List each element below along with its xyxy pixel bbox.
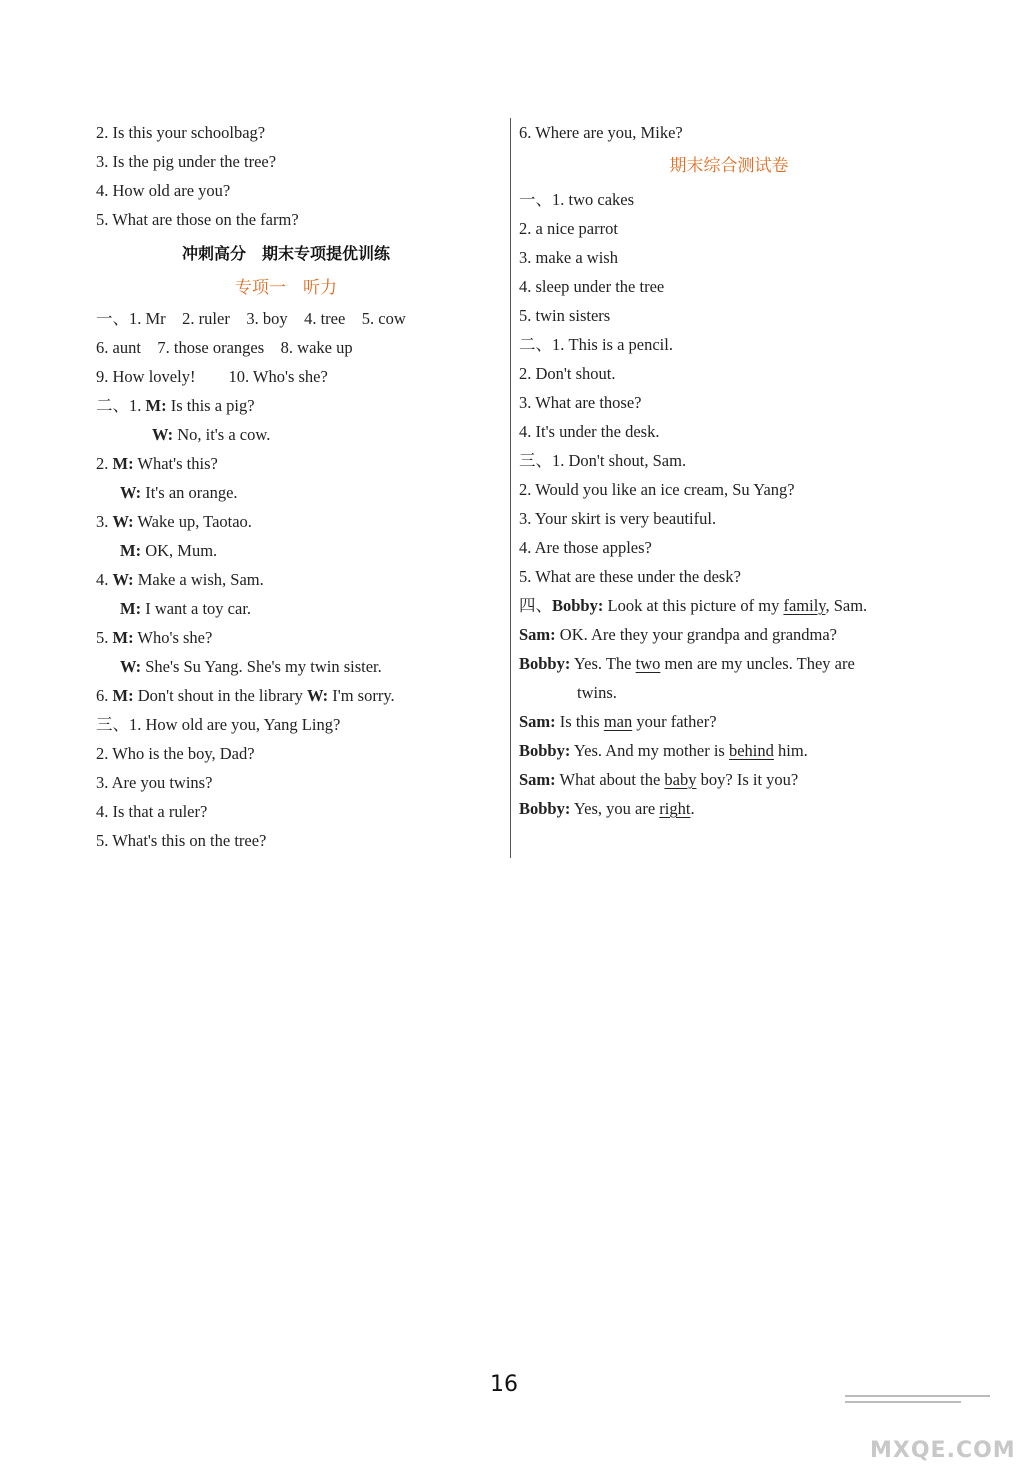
exam-heading: 期末综合测试卷 — [669, 156, 789, 176]
answer-line: 3. Your skirt is very beautiful. — [519, 509, 717, 528]
dialogue-line: 四、Bobby: Look at this picture of my family, Sam. — [519, 596, 868, 615]
dialogue-line: W: No, it's a cow. — [152, 425, 271, 444]
left-column — [96, 118, 476, 855]
right-column — [519, 118, 939, 823]
section-heading: 冲刺高分 期末专项提优训练 — [181, 244, 390, 263]
dialogue-line: 5. M: Who's she? — [96, 628, 213, 647]
dialogue-line: M: OK, Mum. — [120, 541, 218, 560]
dialogue-line: 3. W: Wake up, Taotao. — [96, 512, 252, 531]
dialogue-line: Bobby: Yes. And my mother is behind him. — [519, 741, 808, 760]
answer-line: 3. What are those? — [519, 393, 642, 412]
answer-blank: two — [635, 654, 661, 673]
answer-blank: man — [603, 712, 633, 731]
answer-line: 3. Are you twins? — [96, 773, 213, 792]
dialogue-line: 2. M: What's this? — [96, 454, 218, 473]
answer-blank: behind — [728, 741, 774, 760]
dialogue-line: Bobby: Yes, you are right. — [519, 799, 695, 818]
watermark-site: MXQE.COM — [870, 1438, 1016, 1463]
answer-line: 4. How old are you? — [96, 181, 231, 200]
answer-line: 5. twin sisters — [519, 306, 611, 325]
answer-line: 三、1. How old are you, Yang Ling? — [96, 715, 341, 734]
dialogue-line: Bobby: Yes. The two men are my uncles. They are — [519, 654, 855, 673]
answer-line: 4. sleep under the tree — [519, 277, 665, 296]
answer-blank: right — [659, 799, 691, 818]
dialogue-line: 4. W: Make a wish, Sam. — [96, 570, 264, 589]
dialogue-line: Sam: OK. Are they your grandpa and grandma? — [519, 625, 837, 644]
page-number: 16 — [490, 1372, 518, 1397]
dialogue-line: twins. — [577, 683, 617, 702]
answer-line: 2. Would you like an ice cream, Su Yang? — [519, 480, 795, 499]
dialogue-line: 6. M: Don't shout in the library W: I'm sorry. — [96, 686, 395, 705]
answer-line: 9. How lovely! 10. Who's she? — [96, 367, 328, 386]
subsection-heading: 专项一 听力 — [235, 278, 337, 298]
dialogue-line: M: I want a toy car. — [120, 599, 252, 618]
answer-line: 6. aunt 7. those oranges 8. wake up — [96, 338, 353, 357]
answer-line: 5. What are those on the farm? — [96, 210, 299, 229]
answer-line: 一、1. Mr 2. ruler 3. boy 4. tree 5. cow — [96, 309, 406, 328]
dialogue-line: Sam: What about the baby boy? Is it you? — [519, 770, 799, 789]
answer-line: 4. Are those apples? — [519, 538, 652, 557]
answer-line: 3. Is the pig under the tree? — [96, 152, 277, 171]
answer-line: 4. Is that a ruler? — [96, 802, 208, 821]
answer-line: 二、1. This is a pencil. — [519, 335, 673, 354]
answer-blank: family — [783, 596, 826, 615]
answer-line: 一、1. two cakes — [519, 190, 635, 209]
dialogue-line: W: It's an orange. — [120, 483, 238, 502]
column-divider — [510, 118, 511, 858]
answer-line: 2. Who is the boy, Dad? — [96, 744, 255, 763]
answer-line: 2. Is this your schoolbag? — [96, 123, 266, 142]
answer-line: 6. Where are you, Mike? — [519, 123, 683, 142]
answer-line: 5. What's this on the tree? — [96, 831, 267, 850]
answer-line: 2. Don't shout. — [519, 364, 616, 383]
answer-line: 4. It's under the desk. — [519, 422, 660, 441]
answer-blank: baby — [664, 770, 697, 789]
dialogue-line: W: She's Su Yang. She's my twin sister. — [120, 657, 382, 676]
dialogue-line: 二、1. M: Is this a pig? — [96, 396, 255, 415]
answer-line: 三、1. Don't shout, Sam. — [519, 451, 687, 470]
dialogue-line: Sam: Is this man your father? — [519, 712, 717, 731]
answer-line: 5. What are these under the desk? — [519, 567, 741, 586]
answer-line: 3. make a wish — [519, 248, 618, 267]
answer-line: 2. a nice parrot — [519, 219, 618, 238]
